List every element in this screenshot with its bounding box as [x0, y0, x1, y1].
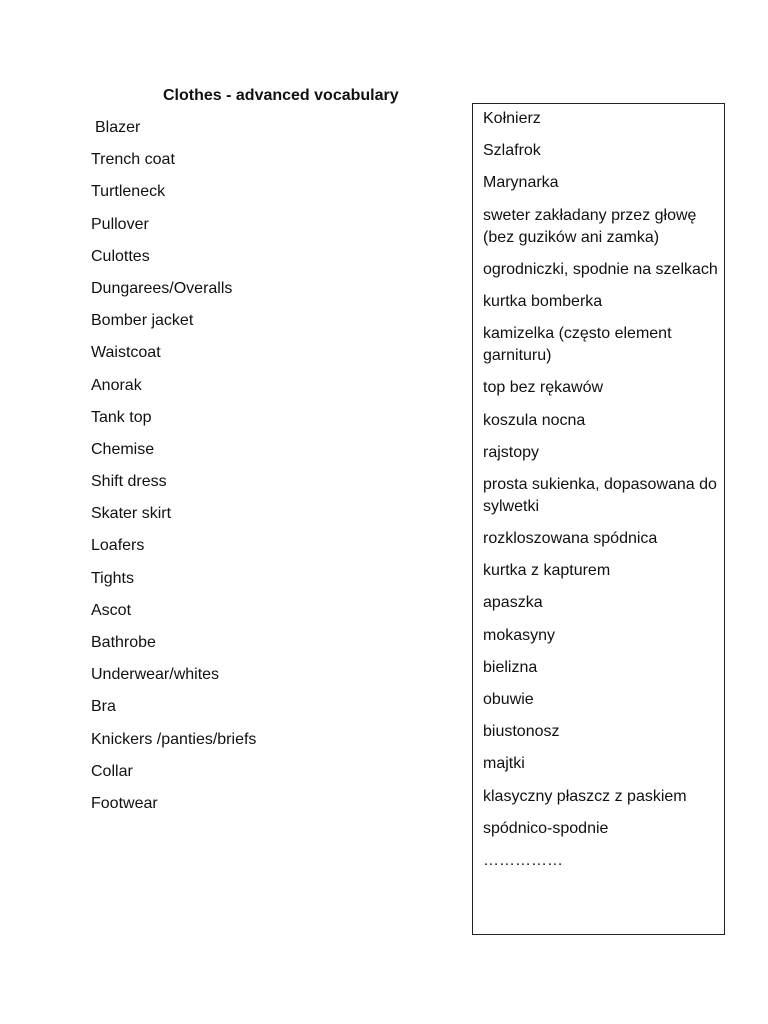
polish-term: biustonosz — [483, 723, 560, 741]
polish-term: ogrodniczki, spodnie na szelkach — [483, 260, 718, 278]
polish-term: klasyczny płaszcz z paskiem — [483, 787, 687, 805]
english-term: Knickers /panties/briefs — [91, 730, 257, 748]
english-term: Loafers — [91, 537, 145, 555]
english-term: Collar — [91, 762, 133, 780]
polish-term: kurtka z kapturem — [483, 562, 611, 580]
english-term: Tights — [91, 569, 134, 587]
english-term: Turtleneck — [91, 183, 166, 201]
english-term: Bomber jacket — [91, 312, 194, 330]
polish-term: Kołnierz — [483, 110, 541, 127]
english-term: Ascot — [91, 601, 132, 619]
english-term: Shift dress — [91, 473, 167, 491]
polish-term: kurtka bomberka — [483, 292, 603, 310]
english-term: Footwear — [91, 794, 158, 812]
polish-term: Marynarka — [483, 174, 559, 192]
english-term: Skater skirt — [91, 505, 172, 523]
english-term: Dungarees/Overalls — [91, 279, 233, 297]
polish-term: rozkloszowana spódnica — [483, 530, 658, 548]
polish-term: top bez rękawów — [483, 379, 604, 397]
english-term: Blazer — [95, 119, 141, 136]
english-term: Anorak — [91, 376, 142, 394]
polish-term: Szlafrok — [483, 142, 541, 160]
english-term: Underwear/whites — [91, 666, 220, 684]
polish-term: spódnico-spodnie — [483, 819, 609, 837]
polish-term: prosta sukienka, dopasowana do sylwetki — [483, 475, 717, 515]
english-terms-list — [91, 118, 256, 826]
polish-term: sweter zakładany przez głowę (bez guzików ani zamka) — [483, 206, 697, 246]
english-term: Waistcoat — [91, 344, 161, 362]
english-term: Bathrobe — [91, 634, 156, 651]
polish-term: bielizna — [483, 658, 538, 676]
polish-term: rajstopy — [483, 443, 540, 461]
polish-term: mokasyny — [483, 626, 556, 644]
polish-term: apaszka — [483, 594, 543, 612]
polish-term: obuwie — [483, 691, 534, 708]
polish-terms-list — [483, 108, 719, 882]
english-term: Trench coat — [91, 151, 175, 169]
polish-term: majtki — [483, 755, 525, 773]
english-term: Chemise — [91, 440, 155, 458]
polish-term: …………… — [483, 851, 563, 869]
translations-box — [472, 103, 725, 935]
english-term: Pullover — [91, 215, 149, 233]
english-term: Bra — [91, 698, 116, 716]
polish-term: koszula nocna — [483, 411, 586, 429]
page-title: Clothes - advanced vocabulary — [163, 87, 399, 104]
english-term: Culottes — [91, 247, 150, 265]
polish-term: kamizelka (często element garnituru) — [483, 325, 672, 365]
english-term: Tank top — [91, 408, 152, 426]
